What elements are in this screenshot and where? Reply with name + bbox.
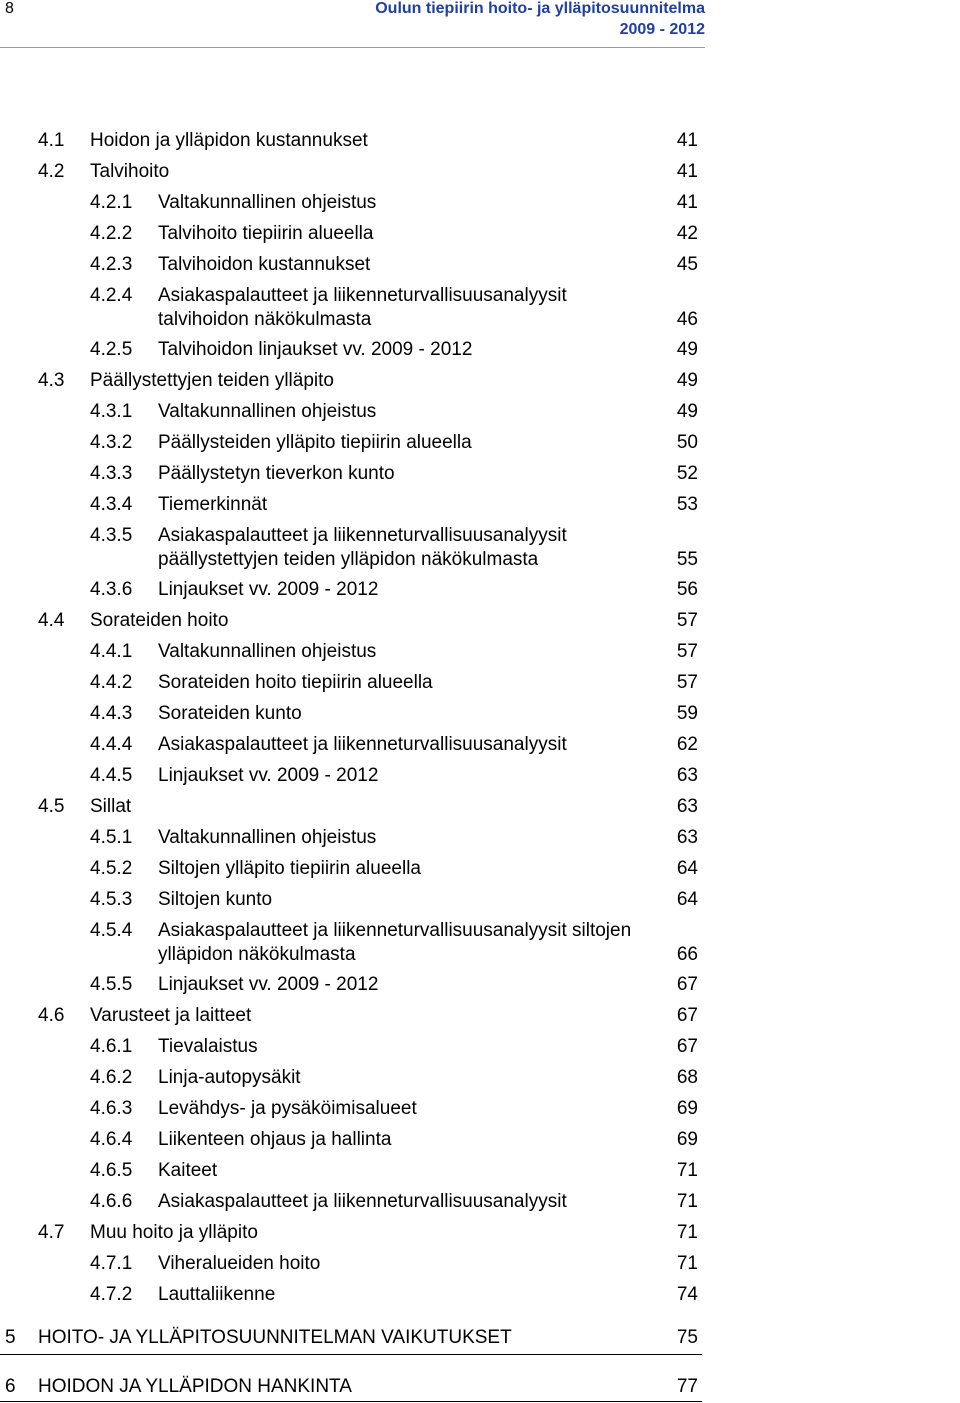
- toc-entry-number: 4.7.2: [90, 1284, 133, 1305]
- toc-entry-line: [0, 578, 702, 602]
- toc-entry-page: 68: [676, 1067, 698, 1088]
- toc-entry-line: [0, 253, 702, 277]
- toc-entry-title: Asiakaspalautteet ja liikenneturvallisuusanalyysit siltojen: [158, 920, 632, 941]
- toc-entry-number: 4.1: [38, 130, 65, 151]
- toc-entry: [0, 757, 702, 788]
- toc-entry: [0, 1276, 702, 1307]
- toc-entry-line: [0, 308, 702, 331]
- toc-entry-number: 4.4.3: [90, 703, 133, 724]
- toc-entry-title: Kaiteet: [158, 1160, 218, 1181]
- toc-entry-title: Asiakaspalautteet ja liikenneturvallisuusanalyysit: [158, 734, 567, 755]
- toc-entry: [0, 788, 702, 819]
- toc-entry-page: 67: [676, 1036, 698, 1057]
- page-number: 8: [5, 0, 14, 17]
- toc-entry-number: 4.5.2: [90, 858, 133, 879]
- toc-entry-number: 4.3.3: [90, 463, 133, 484]
- toc-entry-title: Asiakaspalautteet ja liikenneturvallisuusanalyysit: [158, 1191, 567, 1212]
- toc-entry-title: Päällystetyn tieverkon kunto: [158, 463, 395, 484]
- toc-entry-page: 71: [676, 1253, 698, 1274]
- toc-entry-page: 56: [676, 579, 698, 600]
- toc-entry: [0, 997, 702, 1028]
- toc-entry-line: [0, 1035, 702, 1059]
- toc-entry-number: 4.4.5: [90, 765, 133, 786]
- toc-entry-line: [0, 191, 702, 215]
- toc-entry: [0, 1090, 702, 1121]
- toc-entry-page: 41: [676, 192, 698, 213]
- toc-entry-page: 71: [676, 1222, 698, 1243]
- toc-entry-line: [0, 1097, 702, 1121]
- toc-entry-page: 74: [676, 1284, 698, 1305]
- toc-entry-title: Talvihoidon kustannukset: [158, 254, 371, 275]
- toc-entry: [0, 1059, 702, 1090]
- toc-entry-title: Siltojen kunto: [158, 889, 273, 910]
- toc-entry-title: Päällystettyjen teiden ylläpito: [90, 370, 334, 391]
- toc-entry-line: [0, 764, 702, 788]
- toc-entry-line: [0, 222, 702, 246]
- toc-entry-page: 59: [676, 703, 698, 724]
- toc-entry-line: [0, 973, 702, 997]
- toc-entry: [0, 1028, 702, 1059]
- toc-entry: [0, 331, 702, 362]
- toc-entry-page: 41: [676, 161, 698, 182]
- toc-entry: [0, 912, 702, 966]
- toc-entry-number: 4.6.6: [90, 1191, 133, 1212]
- toc-entry-page: 57: [676, 672, 698, 693]
- toc-entry-number: 4.6.4: [90, 1129, 133, 1150]
- toc-entry-line: [0, 640, 702, 664]
- toc-entry-line: [0, 493, 702, 517]
- toc-entry-title: Varusteet ja laitteet: [90, 1005, 252, 1026]
- toc-entry-title: Valtakunnallinen ohjeistus: [158, 192, 377, 213]
- toc-entry-title: Liikenteen ohjaus ja hallinta: [158, 1129, 392, 1150]
- toc-entry: [0, 571, 702, 602]
- toc-entry-line: [0, 462, 702, 486]
- toc-entry-page: 49: [676, 339, 698, 360]
- toc-entry-page: 41: [676, 130, 698, 151]
- toc-entry-page: 53: [676, 494, 698, 515]
- toc-entry-title: Tiemerkinnät: [158, 494, 268, 515]
- toc-entry-number: 4.6: [38, 1005, 65, 1026]
- toc-entry-title: HOIDON JA YLLÄPIDON HANKINTA: [38, 1376, 352, 1397]
- toc-entry-number: 4.2.5: [90, 339, 133, 360]
- toc-entry-title: Muu hoito ja ylläpito: [90, 1222, 258, 1243]
- toc-entry: [0, 819, 702, 850]
- toc-entry-number: 4.5.1: [90, 827, 133, 848]
- toc-entry-line: [0, 1283, 702, 1307]
- toc-entry: [0, 633, 702, 664]
- toc-entry: [0, 486, 702, 517]
- toc-entry: [0, 122, 702, 153]
- toc-entry: [0, 246, 702, 277]
- toc-entry-line: [0, 1159, 702, 1183]
- toc-entry-title: Tievalaistus: [158, 1036, 258, 1057]
- toc-entry: [0, 153, 702, 184]
- toc-entry: [0, 424, 702, 455]
- toc-entry-page: 63: [676, 796, 698, 817]
- toc-entry-number: 4.3.2: [90, 432, 133, 453]
- toc-entry-page: 46: [676, 309, 698, 330]
- toc-entry-page: 63: [676, 827, 698, 848]
- toc-entry-page: 57: [676, 610, 698, 631]
- toc-entry-title: Sorateiden hoito tiepiirin alueella: [158, 672, 433, 693]
- toc-entry-page: 66: [676, 944, 698, 965]
- toc-entry-page: 67: [676, 1005, 698, 1026]
- toc-entry: [0, 184, 702, 215]
- toc-entry: [0, 455, 702, 486]
- toc-entry: [0, 517, 702, 571]
- toc-entry: [0, 966, 702, 997]
- toc-entry: [0, 1183, 702, 1214]
- toc-entry-number: 5: [5, 1327, 16, 1348]
- toc-entry-line: [0, 609, 702, 633]
- toc-entry-page: 52: [676, 463, 698, 484]
- toc-entry-page: 71: [676, 1160, 698, 1181]
- toc-entry-number: 4.3.4: [90, 494, 133, 515]
- toc-entry-line: [0, 919, 702, 943]
- toc-entry-line: [0, 671, 702, 695]
- toc-entry-title: Valtakunnallinen ohjeistus: [158, 641, 377, 662]
- toc-entry-line: [0, 943, 702, 966]
- toc-entry-line: [0, 338, 702, 362]
- toc-entry-number: 4.6.2: [90, 1067, 133, 1088]
- toc-entry: [0, 215, 702, 246]
- toc-entry-number: 4.3.6: [90, 579, 133, 600]
- header-rule: [0, 47, 705, 48]
- toc-entry-page: 42: [676, 223, 698, 244]
- toc-entry: [0, 602, 702, 633]
- toc-entry: [0, 393, 702, 424]
- toc-entry-number: 4.2.2: [90, 223, 133, 244]
- toc-entry-line: [0, 795, 702, 819]
- toc-entry-number: 4.5.5: [90, 974, 133, 995]
- toc-entry-title: Linjaukset vv. 2009 - 2012: [158, 765, 379, 786]
- toc-entry-line: [0, 1128, 702, 1152]
- toc-entry-title: Hoidon ja ylläpidon kustannukset: [90, 130, 368, 151]
- toc-entry-title: Asiakaspalautteet ja liikenneturvallisuusanalyysit: [158, 285, 567, 306]
- toc-entry-number: 4.6.1: [90, 1036, 133, 1057]
- toc-entry: [0, 881, 702, 912]
- toc-entry-title: Valtakunnallinen ohjeistus: [158, 401, 377, 422]
- toc-entry-line: [0, 1066, 702, 1090]
- toc-entry-line: [0, 369, 702, 393]
- toc-entry: [0, 695, 702, 726]
- toc-entry-title: Talvihoito: [90, 161, 170, 182]
- toc-entry-number: 4.3.5: [90, 525, 133, 546]
- toc-entry: [0, 1245, 702, 1276]
- toc-entry-page: 69: [676, 1098, 698, 1119]
- toc-entry-page: 45: [676, 254, 698, 275]
- toc-entry: [0, 1121, 702, 1152]
- toc-entry-title: Sillat: [90, 796, 132, 817]
- toc-entry-line: [0, 1326, 702, 1350]
- toc-entry-line: [0, 1190, 702, 1214]
- toc-entry-page: 57: [676, 641, 698, 662]
- toc-entry-page: 49: [676, 401, 698, 422]
- toc-entry-title: talvihoidon näkökulmasta: [158, 309, 372, 330]
- toc-entry: [0, 1214, 702, 1245]
- toc-entry-number: 4.7.1: [90, 1253, 133, 1274]
- toc-entry-title: Asiakaspalautteet ja liikenneturvallisuusanalyysit: [158, 525, 567, 546]
- toc-entry-title: Levähdys- ja pysäköimisalueet: [158, 1098, 417, 1119]
- toc-entry-title: Talvihoidon linjaukset vv. 2009 - 2012: [158, 339, 473, 360]
- toc-entry-page: 49: [676, 370, 698, 391]
- toc-entry-title: Viheralueiden hoito: [158, 1253, 321, 1274]
- toc-entry-number: 6: [5, 1376, 16, 1397]
- toc-entry-title: Talvihoito tiepiirin alueella: [158, 223, 374, 244]
- toc-entry-line: [0, 702, 702, 726]
- toc-entry-title: Lauttaliikenne: [158, 1284, 276, 1305]
- toc-entry-title: HOITO- JA YLLÄPITOSUUNNITELMAN VAIKUTUKSET: [38, 1327, 512, 1348]
- document-title: Oulun tiepiirin hoito- ja ylläpitosuunnitelma: [375, 0, 705, 17]
- toc-entry: [0, 1307, 702, 1355]
- toc-entry-page: 62: [676, 734, 698, 755]
- toc-entry: [0, 850, 702, 881]
- toc-entry-title: ylläpidon näkökulmasta: [158, 944, 356, 965]
- toc-entry-title: Sorateiden hoito: [90, 610, 229, 631]
- toc-entry-title: Linja-autopysäkit: [158, 1067, 301, 1088]
- toc-entry-number: 4.4.4: [90, 734, 133, 755]
- toc-entry-number: 4.4: [38, 610, 65, 631]
- toc-entry-number: 4.5.4: [90, 920, 133, 941]
- toc-entry-title: Sorateiden kunto: [158, 703, 302, 724]
- toc-entry: [0, 726, 702, 757]
- toc-entry: [0, 1152, 702, 1183]
- toc-entry-page: 50: [676, 432, 698, 453]
- toc-entry: [0, 277, 702, 331]
- toc-entry-title: Linjaukset vv. 2009 - 2012: [158, 974, 379, 995]
- toc-entry-line: [0, 431, 702, 455]
- table-of-contents: [0, 122, 702, 1402]
- toc-entry-number: 4.2: [38, 161, 65, 182]
- toc-entry-line: [0, 1252, 702, 1276]
- toc-entry-number: 4.5.3: [90, 889, 133, 910]
- toc-entry: [0, 362, 702, 393]
- toc-entry-title: Linjaukset vv. 2009 - 2012: [158, 579, 379, 600]
- toc-entry-line: [0, 160, 702, 184]
- toc-entry-line: [0, 1221, 702, 1245]
- toc-entry-number: 4.6.3: [90, 1098, 133, 1119]
- toc-entry-page: 67: [676, 974, 698, 995]
- toc-entry-line: [0, 857, 702, 881]
- toc-entry-line: [0, 548, 702, 571]
- toc-entry: [0, 664, 702, 695]
- toc-entry-line: [0, 733, 702, 757]
- toc-entry-number: 4.4.1: [90, 641, 133, 662]
- toc-entry-line: [0, 826, 702, 850]
- toc-entry-title: Siltojen ylläpito tiepiirin alueella: [158, 858, 421, 879]
- toc-entry-title: päällystettyjen teiden ylläpidon näkökulmasta: [158, 549, 539, 570]
- toc-entry-line: [0, 284, 702, 308]
- toc-entry-line: [0, 1004, 702, 1028]
- toc-entry-page: 75: [676, 1327, 698, 1348]
- toc-entry-number: 4.7: [38, 1222, 65, 1243]
- toc-entry-line: [0, 524, 702, 548]
- toc-entry-title: Päällysteiden ylläpito tiepiirin alueella: [158, 432, 472, 453]
- toc-entry-line: [0, 888, 702, 912]
- toc-entry-number: 4.3: [38, 370, 65, 391]
- toc-entry-page: 69: [676, 1129, 698, 1150]
- toc-entry-line: [0, 1375, 702, 1399]
- toc-entry-number: 4.5: [38, 796, 65, 817]
- document-years: 2009 - 2012: [619, 21, 705, 38]
- toc-entry: [0, 1355, 702, 1402]
- toc-entry-page: 55: [676, 549, 698, 570]
- toc-entry-number: 4.4.2: [90, 672, 133, 693]
- toc-entry-page: 63: [676, 765, 698, 786]
- toc-entry-number: 4.3.1: [90, 401, 133, 422]
- toc-entry-number: 4.2.4: [90, 285, 133, 306]
- toc-entry-line: [0, 129, 702, 153]
- toc-entry-line: [0, 400, 702, 424]
- toc-entry-page: 71: [676, 1191, 698, 1212]
- toc-entry-number: 4.2.3: [90, 254, 133, 275]
- toc-entry-page: 64: [676, 889, 698, 910]
- toc-entry-number: 4.2.1: [90, 192, 133, 213]
- toc-entry-title: Valtakunnallinen ohjeistus: [158, 827, 377, 848]
- toc-entry-page: 77: [676, 1376, 698, 1397]
- toc-entry-number: 4.6.5: [90, 1160, 133, 1181]
- running-header: [375, 0, 705, 39]
- toc-entry-page: 64: [676, 858, 698, 879]
